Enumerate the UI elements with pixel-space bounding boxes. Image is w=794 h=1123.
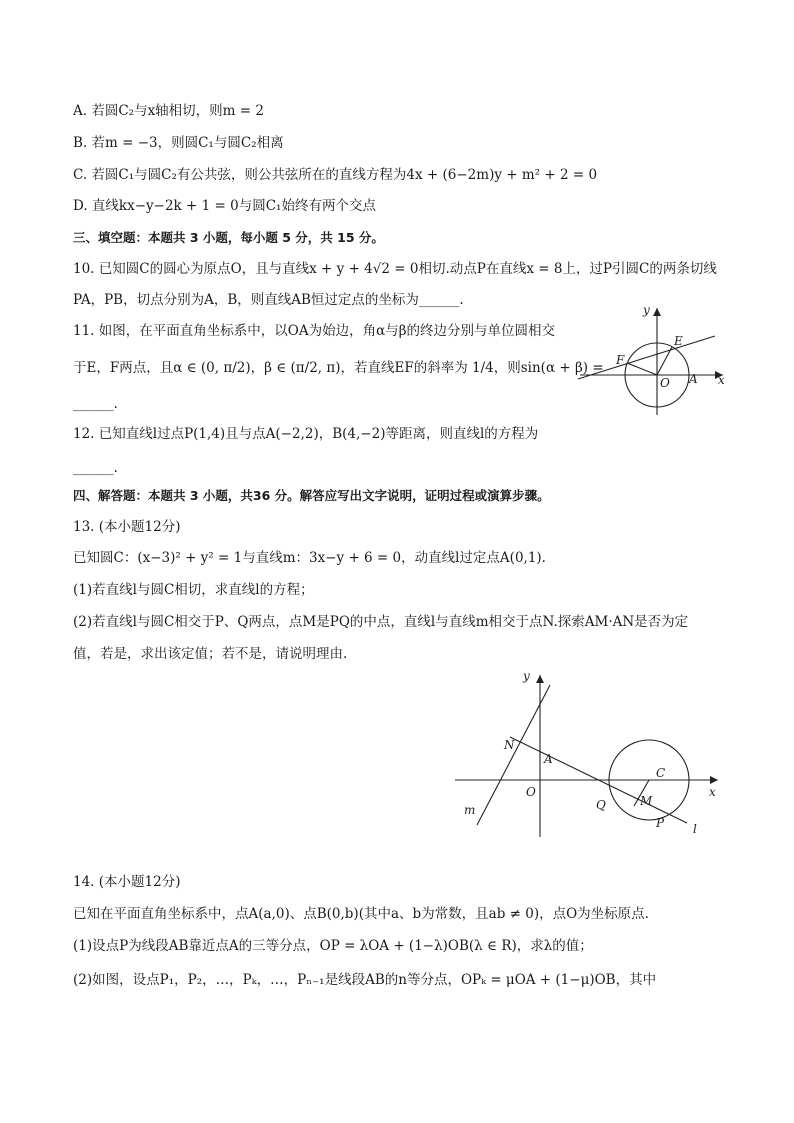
q10-line1: 10. 已知圆C的圆心为原点O，且与直线x + y + 4√2 = 0相切.动点P在直线x = 8上，过P引圆C的两条切线 (73, 261, 717, 277)
radius-of (627, 363, 657, 375)
q14-stem: 已知在平面直角坐标系中，点A(a,0)、点B(0,b)(其中a、b为常数，且ab ≠ 0)，点O为坐标原点. (73, 906, 649, 922)
q11-line1: 11. 如图，在平面直角坐标系中，以OA为始边，角α与β的终边分别与单位圆相交 (73, 323, 555, 339)
label-q: Q (596, 798, 606, 812)
label-n: N (504, 738, 515, 752)
q10-line2: PA，PB，切点分别为A，B，则直线AB恒过定点的坐标为______. (73, 292, 464, 308)
label-p: P (656, 816, 665, 830)
label-a: A (544, 752, 553, 766)
label-x: x (718, 373, 725, 387)
line-m (477, 685, 550, 825)
label-l-line: l (693, 822, 697, 836)
q14-part2: (2)如图，设点P₁，P₂，…，Pₖ，…，Pₙ₋₁是线段AB的n等分点，OPₖ = μOA + (1−μ)OB，其中 (73, 972, 657, 988)
radius-oe (657, 347, 672, 375)
q13-figure (450, 665, 730, 845)
q13-part2: (2)若直线l与圆C相交于P、Q两点，点M是PQ的中点，直线l与直线m相交于点N.探索AM·AN是否为定 (73, 614, 689, 630)
y-axis-arrow (653, 308, 661, 316)
opt-a: A. 若圆C₂与x轴相切，则m = 2 (73, 103, 264, 119)
q14-part1: (1)设点P为线段AB靠近点A的三等分点，OP = λOA + (1−λ)OB(λ ∈ R)，求λ的值； (73, 938, 593, 954)
label-o: O (660, 376, 670, 390)
label-y: y (643, 303, 650, 317)
unit-circle-figure (575, 300, 735, 420)
section3-heading: 三、填空题：本题共 3 小题，每小题 5 分，共 15 分。 (73, 230, 384, 245)
q13-header: 13. (本小题12分) (73, 519, 181, 535)
q12-line1: 12. 已知直线l过点P(1,4)且与点A(−2,2)，B(4,−2)等距离，则直线l的方程为 (73, 426, 539, 442)
label-m-line: m (464, 803, 476, 817)
label-a: A (689, 372, 698, 386)
y-axis-arrow (536, 675, 544, 683)
opt-d: D. 直线kx−y−2k + 1 = 0与圆C₁始终有两个交点 (73, 198, 376, 214)
section4-heading: 四、解答题：本题共 3 小题，共36 分。解答应写出文字说明，证明过程或演算步骤。 (73, 488, 550, 503)
label-e: E (674, 334, 683, 348)
label-o: O (526, 785, 536, 799)
label-y: y (523, 669, 530, 683)
label-f: F (616, 353, 625, 367)
q11-line3: ______. (73, 396, 118, 412)
label-c: C (656, 766, 666, 780)
x-axis-arrow (710, 776, 718, 784)
q13-stem: 已知圆C：(x−3)² + y² = 1与直线m：3x−y + 6 = 0，动直线l过定点A(0,1). (73, 550, 546, 566)
q14-header: 14. (本小题12分) (73, 874, 181, 890)
q12-line2: ______. (73, 460, 118, 476)
label-x: x (709, 785, 716, 799)
label-m-point: M (640, 794, 653, 808)
opt-b: B. 若m = −3，则圆C₁与圆C₂相离 (73, 135, 284, 151)
q13-part2-cont: 值，若是，求出该定值；若不是，请说明理由. (73, 646, 348, 662)
q13-part1: (1)若直线l与圆C相切，求直线l的方程； (73, 582, 314, 598)
q11-line2: 于E，F两点，且α ∈ (0, π/2)，β ∈ (π/2, π)，若直线EF的斜率为 1/4，则sin(α + β) = (73, 360, 604, 376)
opt-c: C. 若圆C₁与圆C₂有公共弦，则公共弦所在的直线方程为4x + (6−2m)y + m² + 2 = 0 (73, 167, 598, 183)
